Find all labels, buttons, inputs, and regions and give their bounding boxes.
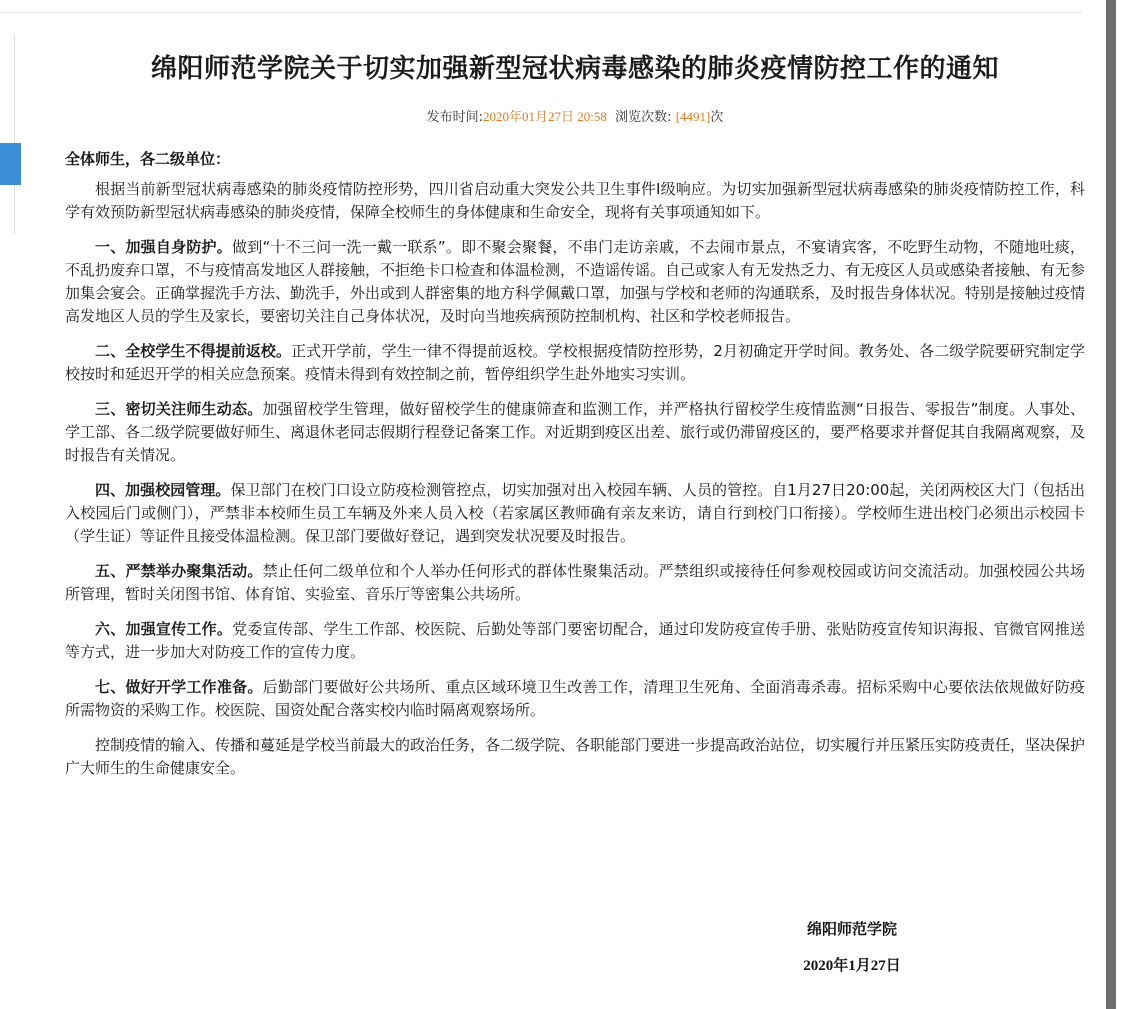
views-count: [4491]: [675, 109, 711, 124]
section-heading: 二、全校学生不得提前返校。: [95, 342, 292, 360]
notice-meta: [60, 106, 1090, 125]
notice-title: 绵阳师范学院关于切实加强新型冠状病毒感染的肺炎疫情防控工作的通知: [150, 54, 999, 84]
section-2: [65, 340, 1085, 386]
right-margin: [1082, 0, 1125, 1009]
signature-date: 2020年1月27日: [803, 958, 901, 974]
section-body: 做到“十不三问一洗一戴一联系”。即不聚会聚餐，不串门走访亲戚，不去闹市景点，不宴请宾客，不吃野生动物，不随地吐痰，不乱扔废弃口罩，不与疫情高发地区人群接触，不拒绝卡口检查和体温检测，不造谣传谣。自己或家人有无发热乏力、有无疫区人员或感染者接触、有无参加集会宴会。正确掌握洗手方法、勤洗手，外出或到人群密集的地方科学佩戴口罩，加强与学校和老师的沟通联系，及时报告身体状况。特别是接触过疫情高发地区人员的学生及家长，要密切关注自己身体状况，及时向当地疾病预防控制机构、社区和学校老师报告。: [65, 238, 1086, 325]
section-heading: 七、做好开学工作准备。: [95, 678, 263, 696]
intro-paragraph: 根据当前新型冠状病毒感染的肺炎疫情防控形势，四川省启动重大突发公共卫生事件I级响应。为切实加强新型冠状病毒感染的肺炎疫情防控工作，科学有效预防新型冠状病毒感染的肺炎疫情，保障全校师生的身体健康和生命安全，现将有关事项通知如下。: [65, 180, 1085, 221]
section-6: [65, 618, 1085, 664]
salutation: 全体师生，各二级单位：: [65, 150, 231, 168]
publish-time: 2020年01月27日 20:58: [483, 109, 607, 124]
section-heading: 一、加强自身防护。: [95, 238, 232, 256]
section-heading: 六、加强宣传工作。: [95, 620, 233, 638]
closing-paragraph: 控制疫情的输入、传播和蔓延是学校当前最大的政治任务，各二级学院、各职能部门要进一步提高政治站位，切实履行并压紧压实防疫责任，坚决保护广大师生的生命健康安全。: [65, 736, 1086, 777]
section-body: 禁止任何二级单位和个人举办任何形式的群体性聚集活动。严禁组织或接待任何参观校园或访问交流活动。加强校园公共场所管理，暂时关闭图书馆、体育馆、实验室、音乐厅等密集公共场所。: [65, 562, 1085, 603]
scrollbar[interactable]: [1106, 0, 1116, 1009]
section-3: [65, 398, 1085, 467]
section-body: 加强留校学生管理，做好留校学生的健康筛查和监测工作，并严格执行留校学生疫情监测“日报告、零报告”制度。人事处、学工部、各二级学院要做好师生、离退休老同志假期行程登记备案工作。对近期到疫区出差、旅行或仍滞留疫区的，要严格要求并督促其自我隔离观察，及时报告有关情况。: [65, 400, 1086, 464]
views-label: 浏览次数:: [615, 110, 672, 125]
publish-label: 发布时间:: [426, 110, 484, 125]
left-edge-line: [14, 34, 15, 234]
section-4: [65, 479, 1085, 548]
top-divider: [0, 12, 1082, 13]
side-tab[interactable]: [0, 143, 21, 185]
section-heading: 五、严禁举办聚集活动。: [95, 562, 263, 580]
section-1: [65, 236, 1085, 328]
notice-body: [65, 148, 1085, 792]
section-body: 保卫部门在校门口设立防疫检测管控点，切实加强对出入校园车辆、人员的管控。自1月27日20:00起，关闭两校区大门（包括出入校园后门或侧门），严禁非本校师生员工车辆及外来人员入校（若家属区教师确有亲友来访，请自行到校门口衔接）。学校师生进出校门必须出示校园卡（学生证）等证件且接受体温检测。保卫部门要做好登记，遇到突发状况要及时报告。: [65, 481, 1085, 545]
signature-org: 绵阳师范学院: [806, 920, 897, 938]
section-body: 后勤部门要做好公共场所、重点区域环境卫生改善工作，清理卫生死角、全面消毒杀毒。招标采购中心要依法依规做好防疫所需物资的采购工作。校医院、国资处配合落实校内临时隔离观察场所。: [65, 678, 1085, 719]
section-heading: 三、密切关注师生动态。: [95, 400, 263, 418]
section-body: 党委宣传部、学生工作部、校医院、后勤处等部门要密切配合，通过印发防疫宣传手册、张贴防疫宣传知识海报、官微官网推送等方式，进一步加大对防疫工作的宣传力度。: [65, 620, 1085, 661]
section-7: [65, 676, 1085, 722]
section-body: 正式开学前，学生一律不得提前返校。学校根据疫情防控形势，2月初确定开学时间。教务处、各二级学院要研究制定学校按时和延迟开学的相关应急预案。疫情未得到有效控制之前，暂停组织学生赴外地实习实训。: [65, 342, 1085, 383]
section-5: [65, 560, 1085, 606]
views-suffix: 次: [710, 110, 724, 125]
section-heading: 四、加强校园管理。: [95, 481, 231, 499]
